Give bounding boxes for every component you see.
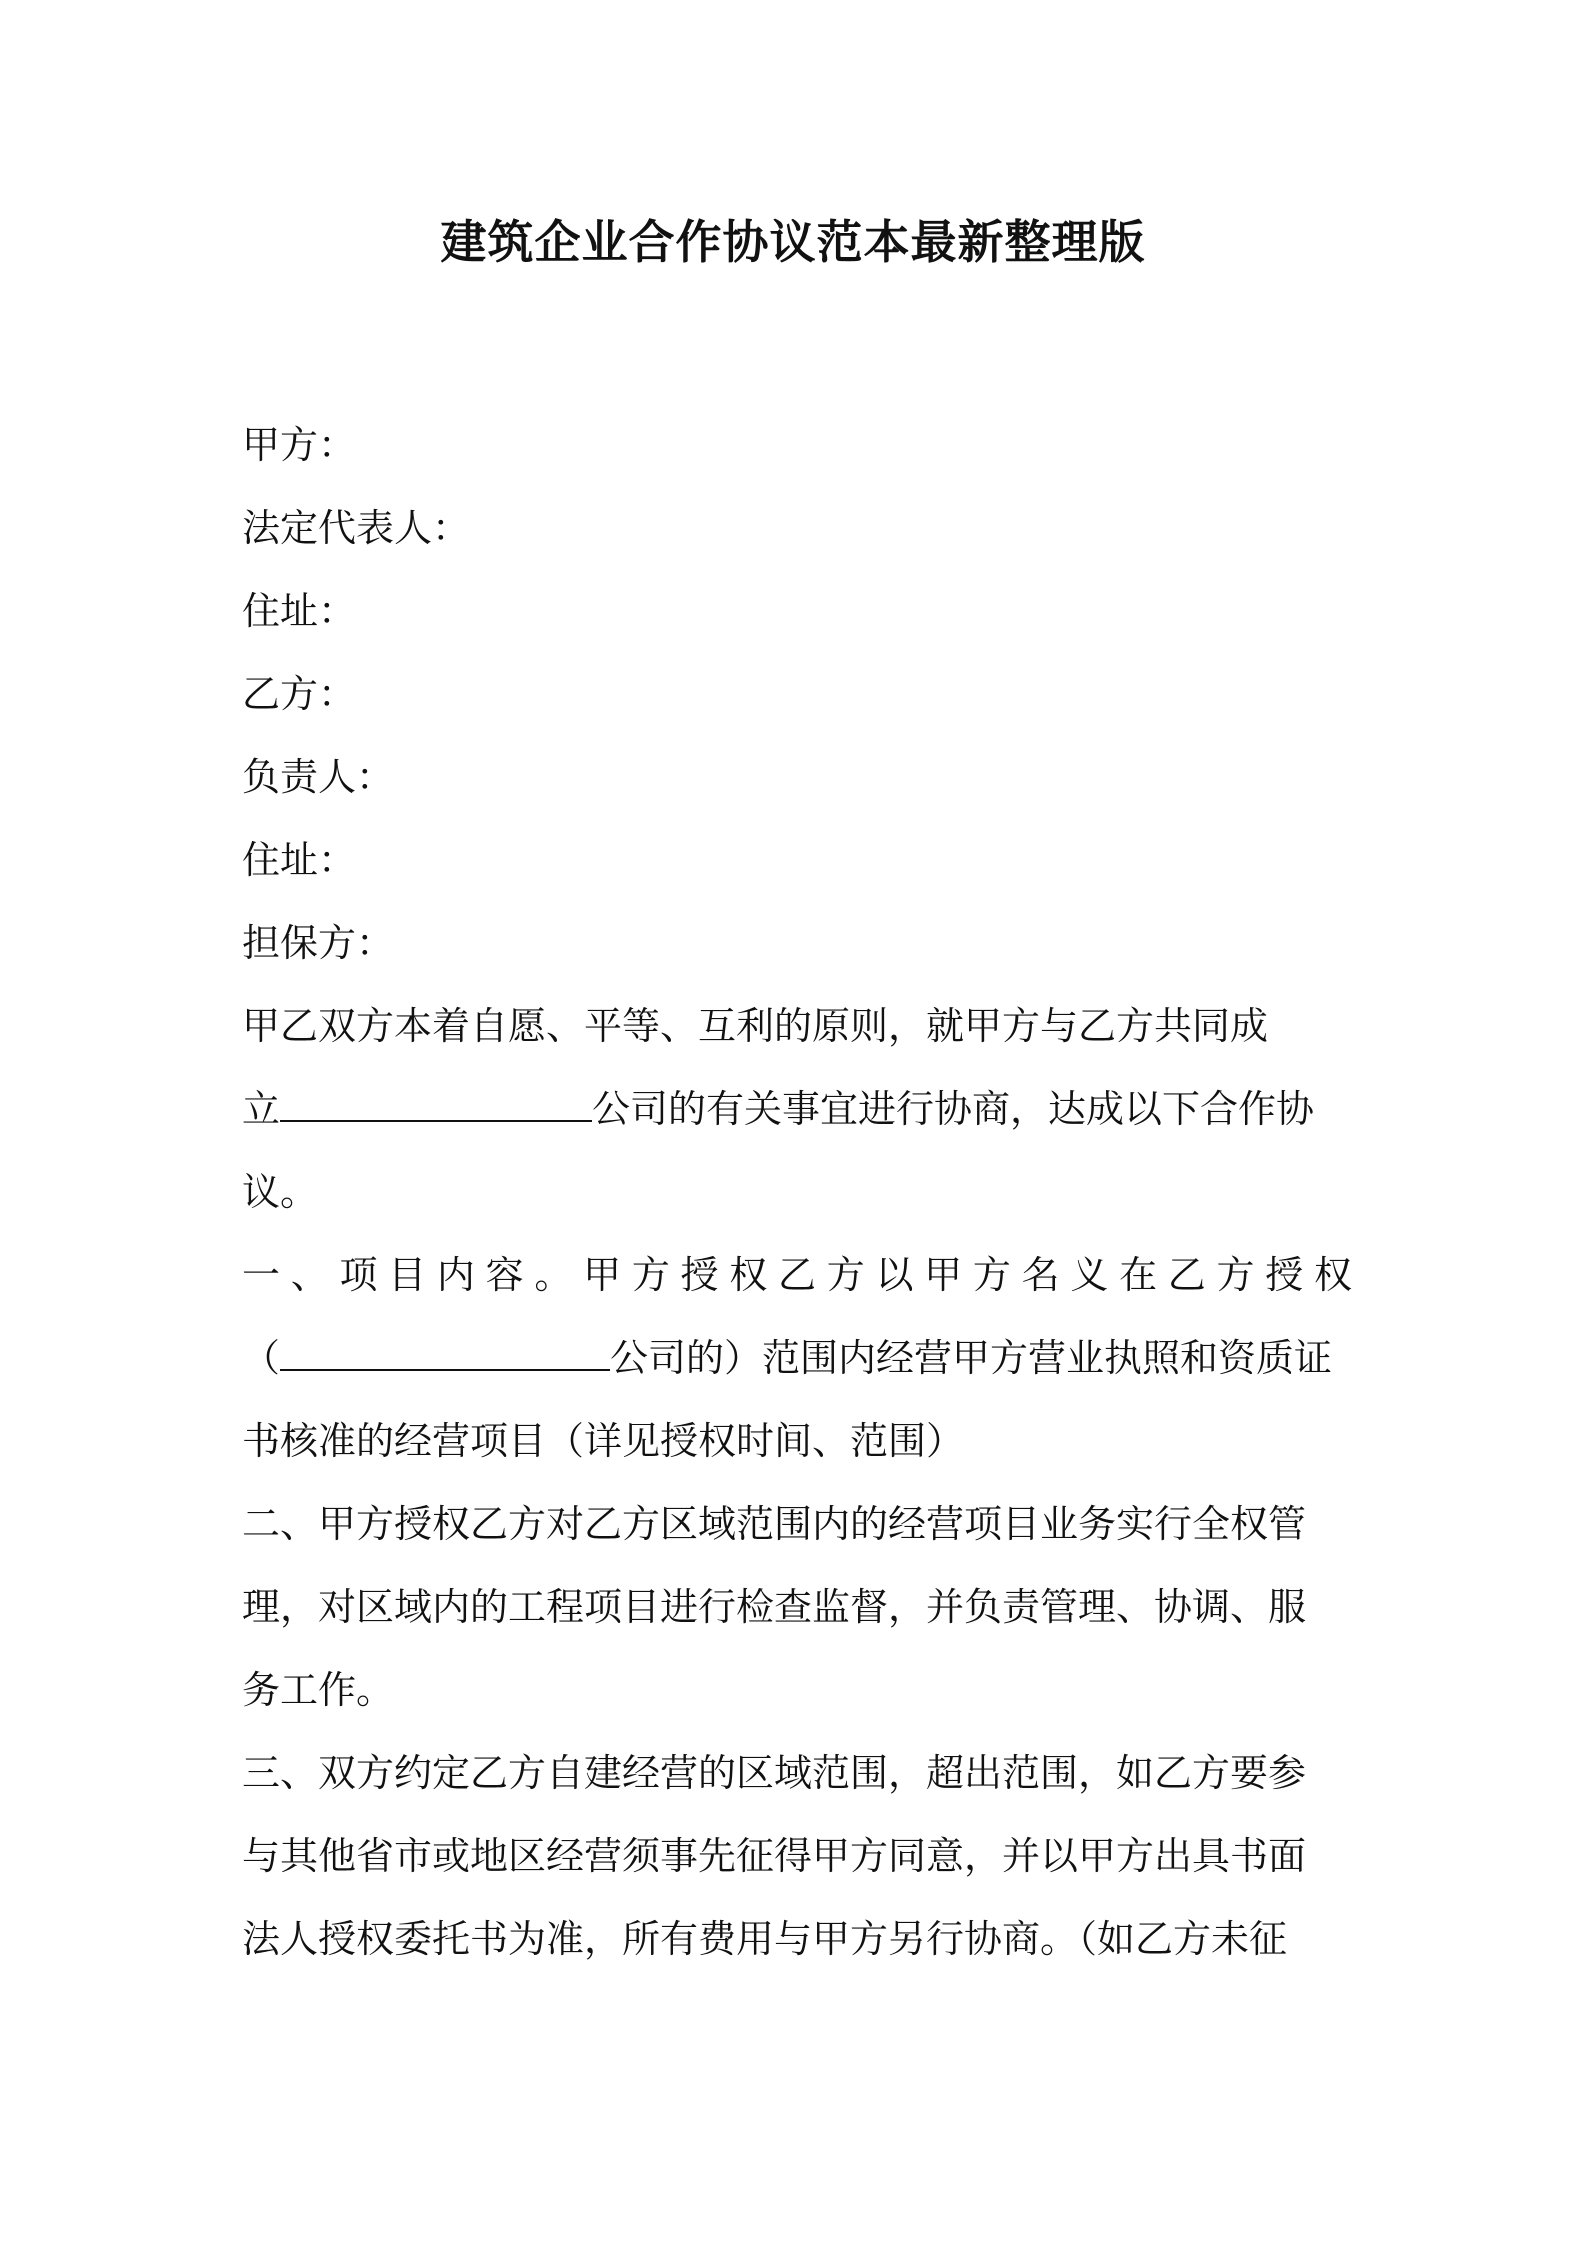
clause-2-line-1: 二、甲方授权乙方对乙方区域范围内的经营项目业务实行全权管: [242, 1502, 1307, 1546]
company-name-blank: [280, 1090, 592, 1122]
clause-3-line-1: 三、双方约定乙方自建经营的区域范围，超出范围，如乙方要参: [242, 1751, 1307, 1795]
authorized-company-blank: [280, 1339, 610, 1371]
intro-line-2-end: 公司的有关事宜进行协商，达成以下合作协: [592, 1087, 1315, 1131]
field-party-b: 乙方：: [242, 672, 357, 716]
clause-1-line-3: 书核准的经营项目（详见授权时间、范围）: [242, 1419, 965, 1463]
field-person-in-charge: 负责人：: [242, 755, 395, 799]
field-address-a: 住址：: [242, 589, 357, 633]
clause-2-line-2: 理，对区域内的工程项目进行检查监督，并负责管理、协调、服: [242, 1585, 1307, 1629]
clause-2-line-3: 务工作。: [242, 1668, 395, 1712]
clause-3-line-2: 与其他省市或地区经营须事先征得甲方同意，并以甲方出具书面: [242, 1834, 1307, 1878]
clause-1-line-2: [242, 1317, 1352, 1400]
field-guarantor: 担保方：: [242, 921, 395, 965]
intro-line-2-start: 立: [242, 1087, 281, 1131]
intro-line-3: 议。: [242, 1170, 319, 1214]
intro-line-1: 甲乙双方本着自愿、平等、互利的原则，就甲方与乙方共同成: [242, 1004, 1269, 1048]
field-address-b: 住址：: [242, 838, 357, 882]
field-party-a: 甲方：: [242, 423, 357, 467]
clause-3-line-3: 法人授权委托书为准，所有费用与甲方另行协商。（如乙方未征: [242, 1917, 1288, 1961]
clause-1-line-2-end: 公司的）范围内经营甲方营业执照和资质证: [610, 1336, 1333, 1380]
document-body: [242, 404, 1352, 1981]
intro-line-2: [242, 1068, 1352, 1151]
document-title: 建筑企业合作协议范本最新整理版: [440, 215, 1146, 269]
clause-1-line-2-start: （: [242, 1336, 281, 1380]
clause-1-line-1: 一、项目内容。甲方授权乙方以甲方名义在乙方授权: [242, 1253, 1352, 1297]
field-legal-representative: 法定代表人：: [242, 506, 471, 550]
